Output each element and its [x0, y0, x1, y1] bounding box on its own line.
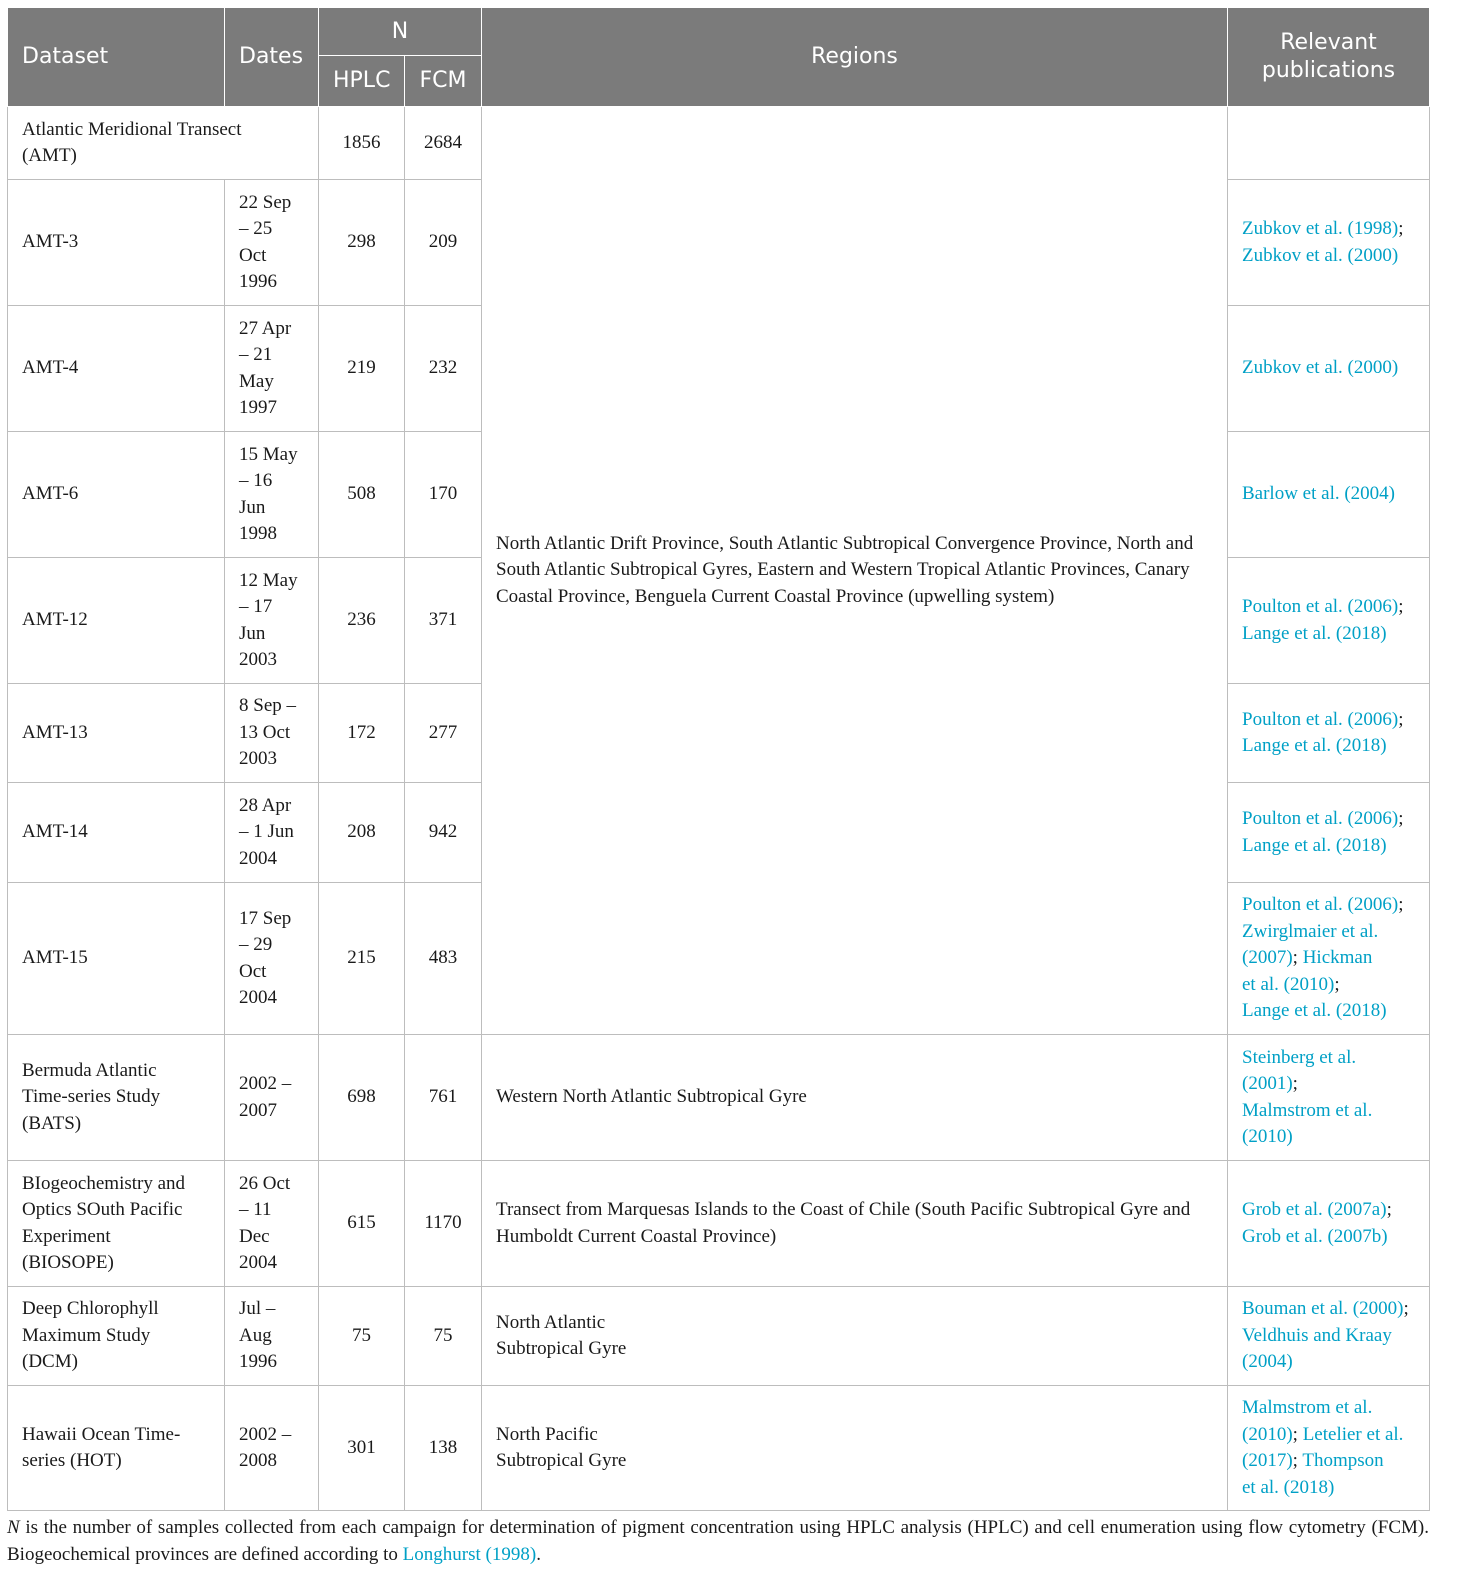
citation-link[interactable]: Lange et al. (2018): [1242, 735, 1387, 756]
header-hplc: HPLC: [319, 56, 405, 107]
regions-cell: North Atlantic Subtropical Gyre: [482, 1287, 1228, 1386]
dataset-cell: AMT-14: [8, 783, 225, 883]
citation-link[interactable]: Barlow et al. (2004): [1242, 483, 1396, 505]
regions-cell: North Pacific Subtropical Gyre: [482, 1386, 1228, 1511]
header-regions: Regions: [482, 8, 1228, 107]
table-container: [7, 7, 1429, 1568]
citation-link[interactable]: Hickman et al. (2010): [1242, 947, 1373, 995]
fcm-cell: 483: [405, 883, 482, 1035]
hplc-cell: 615: [319, 1161, 405, 1287]
citation-link[interactable]: Lange et al. (2018): [1242, 622, 1387, 644]
dates-cell: 2002 – 2007: [225, 1035, 319, 1161]
table-row: [8, 1386, 1430, 1511]
dataset-cell: AMT-4: [8, 306, 225, 432]
citation-separator: ;: [1398, 808, 1404, 829]
citation-separator: ;: [1292, 1450, 1303, 1471]
dataset-cell: Deep Chlorophyll Maximum Study (DCM): [8, 1287, 225, 1386]
fcm-cell: 1170: [405, 1161, 482, 1287]
hplc-cell: 236: [319, 558, 405, 684]
dates-cell: 27 Apr – 21 May 1997: [225, 306, 319, 432]
citation-link[interactable]: Zubkov et al. (2000): [1242, 244, 1399, 266]
citation-separator: ;: [1292, 1423, 1303, 1445]
header-dataset: Dataset: [8, 8, 225, 107]
citation-link[interactable]: Malmstrom et al. (2010): [1242, 1397, 1373, 1445]
fcm-cell: 75: [405, 1287, 482, 1386]
citation-separator: ;: [1292, 947, 1303, 969]
citation-link[interactable]: Poulton et al. (2006): [1242, 808, 1399, 829]
dates-cell: Jul – Aug 1996: [225, 1287, 319, 1386]
fcm-cell: 942: [405, 783, 482, 883]
citation-separator: ;: [1334, 973, 1340, 995]
table-row: [8, 1287, 1430, 1386]
citation-link[interactable]: Steinberg et al. (2001): [1242, 1046, 1357, 1094]
citation-link[interactable]: Zubkov et al. (2000): [1242, 357, 1399, 379]
footnote-symbol: N: [7, 1517, 20, 1538]
hplc-cell: 298: [319, 180, 405, 306]
dates-cell: 2002 – 2008: [225, 1386, 319, 1511]
dates-cell: 15 May – 16 Jun 1998: [225, 432, 319, 558]
header-n: N: [319, 8, 482, 56]
publications-cell: [1228, 306, 1430, 432]
citation-separator: ;: [1398, 596, 1404, 617]
fcm-cell: 761: [405, 1035, 482, 1161]
fcm-cell: 371: [405, 558, 482, 684]
hplc-cell: 698: [319, 1035, 405, 1161]
hplc-cell: 1856: [319, 107, 405, 180]
footnote-text: is the number of samples collected from each campaign for determination of pigment concentration using HPLC analysis (HPLC) and cell enumeration using flow cytometry (FCM). Biogeochemical provinces are defined according to: [7, 1517, 1429, 1565]
regions-cell: Western North Atlantic Subtropical Gyre: [482, 1035, 1228, 1161]
citation-link[interactable]: Zwirglmaier et al. (2007): [1242, 920, 1379, 969]
dataset-cell: AMT-15: [8, 883, 225, 1035]
hplc-cell: 75: [319, 1287, 405, 1386]
fcm-cell: 170: [405, 432, 482, 558]
table-row: [8, 1161, 1430, 1287]
citation-link[interactable]: Poulton et al. (2006): [1242, 894, 1399, 916]
dataset-cell: Hawaii Ocean Time- series (HOT): [8, 1386, 225, 1511]
footnote-reference-link[interactable]: Longhurst (1998): [402, 1543, 537, 1565]
fcm-cell: 232: [405, 306, 482, 432]
citation-link[interactable]: Lange et al. (2018): [1242, 1000, 1387, 1022]
dates-cell: 28 Apr – 1 Jun 2004: [225, 783, 319, 883]
citation-separator: ;: [1292, 1073, 1298, 1094]
citation-link[interactable]: Poulton et al. (2006): [1242, 708, 1399, 730]
dates-cell: 8 Sep – 13 Oct 2003: [225, 684, 319, 783]
datasets-table: [7, 7, 1430, 1511]
publications-cell: [1228, 1161, 1430, 1287]
citation-link[interactable]: Thompson et al. (2018): [1242, 1450, 1384, 1498]
dataset-cell: AMT-13: [8, 684, 225, 783]
header-publications: Relevant publications: [1228, 8, 1430, 107]
citation-link[interactable]: Lange et al. (2018): [1242, 834, 1387, 856]
citation-link[interactable]: Letelier et al. (2017): [1242, 1423, 1404, 1471]
citation-separator: ;: [1403, 1298, 1409, 1320]
header-dates: Dates: [225, 8, 319, 107]
publications-cell: [1228, 684, 1430, 783]
citation-separator: ;: [1398, 708, 1404, 730]
citation-link[interactable]: Bouman et al. (2000): [1242, 1298, 1404, 1320]
citation-link[interactable]: Grob et al. (2007a): [1242, 1199, 1387, 1220]
hplc-cell: 301: [319, 1386, 405, 1511]
publications-cell: [1228, 883, 1430, 1035]
publications-cell: [1228, 558, 1430, 684]
publications-cell: [1228, 1035, 1430, 1161]
citation-link[interactable]: Grob et al. (2007b): [1242, 1225, 1388, 1247]
fcm-cell: 2684: [405, 107, 482, 180]
dataset-cell: Atlantic Meridional Transect (AMT): [8, 107, 319, 180]
fcm-cell: 138: [405, 1386, 482, 1511]
dataset-cell: Bermuda Atlantic Time-series Study (BATS): [8, 1035, 225, 1161]
citation-link[interactable]: Zubkov et al. (1998): [1242, 218, 1399, 239]
dataset-cell: AMT-3: [8, 180, 225, 306]
dataset-cell: BIogeochemistry and Optics SOuth Pacific Experiment (BIOSOPE): [8, 1161, 225, 1287]
regions-cell: North Atlantic Drift Province, South Atlantic Subtropical Convergence Province, North and South Atlantic Subtropical Gyres, Eastern and Western Tropical Atlantic Provinces, Canary Coastal Province, Benguela Current Coastal Province (upwelling system): [482, 107, 1228, 1035]
hplc-cell: 208: [319, 783, 405, 883]
fcm-cell: 209: [405, 180, 482, 306]
dates-cell: 12 May – 17 Jun 2003: [225, 558, 319, 684]
publications-cell: [1228, 783, 1430, 883]
hplc-cell: 172: [319, 684, 405, 783]
citation-separator: ;: [1398, 218, 1404, 239]
hplc-cell: 215: [319, 883, 405, 1035]
header-fcm: FCM: [405, 56, 482, 107]
dataset-cell: AMT-12: [8, 558, 225, 684]
dataset-cell: AMT-6: [8, 432, 225, 558]
dates-cell: 17 Sep – 29 Oct 2004: [225, 883, 319, 1035]
citation-separator: ;: [1386, 1199, 1392, 1220]
citation-link[interactable]: Malmstrom et al. (2010): [1242, 1099, 1373, 1147]
dates-cell: 26 Oct – 11 Dec 2004: [225, 1161, 319, 1287]
citation-separator: ;: [1398, 894, 1404, 916]
table-row: [8, 107, 1430, 180]
publications-cell: [1228, 432, 1430, 558]
table-footnote: [7, 1515, 1429, 1568]
hplc-cell: 219: [319, 306, 405, 432]
fcm-cell: 277: [405, 684, 482, 783]
publications-cell: [1228, 180, 1430, 306]
regions-cell: Transect from Marquesas Islands to the Coast of Chile (South Pacific Subtropical Gyre and Humboldt Current Coastal Province): [482, 1161, 1228, 1287]
hplc-cell: 508: [319, 432, 405, 558]
footnote-end: .: [536, 1543, 541, 1565]
citation-link[interactable]: Veldhuis and Kraay (2004): [1242, 1324, 1392, 1373]
dates-cell: 22 Sep – 25 Oct 1996: [225, 180, 319, 306]
publications-cell: [1228, 107, 1430, 180]
publications-cell: [1228, 1287, 1430, 1386]
table-row: [8, 1035, 1430, 1161]
publications-cell: [1228, 1386, 1430, 1511]
citation-link[interactable]: Poulton et al. (2006): [1242, 596, 1399, 617]
